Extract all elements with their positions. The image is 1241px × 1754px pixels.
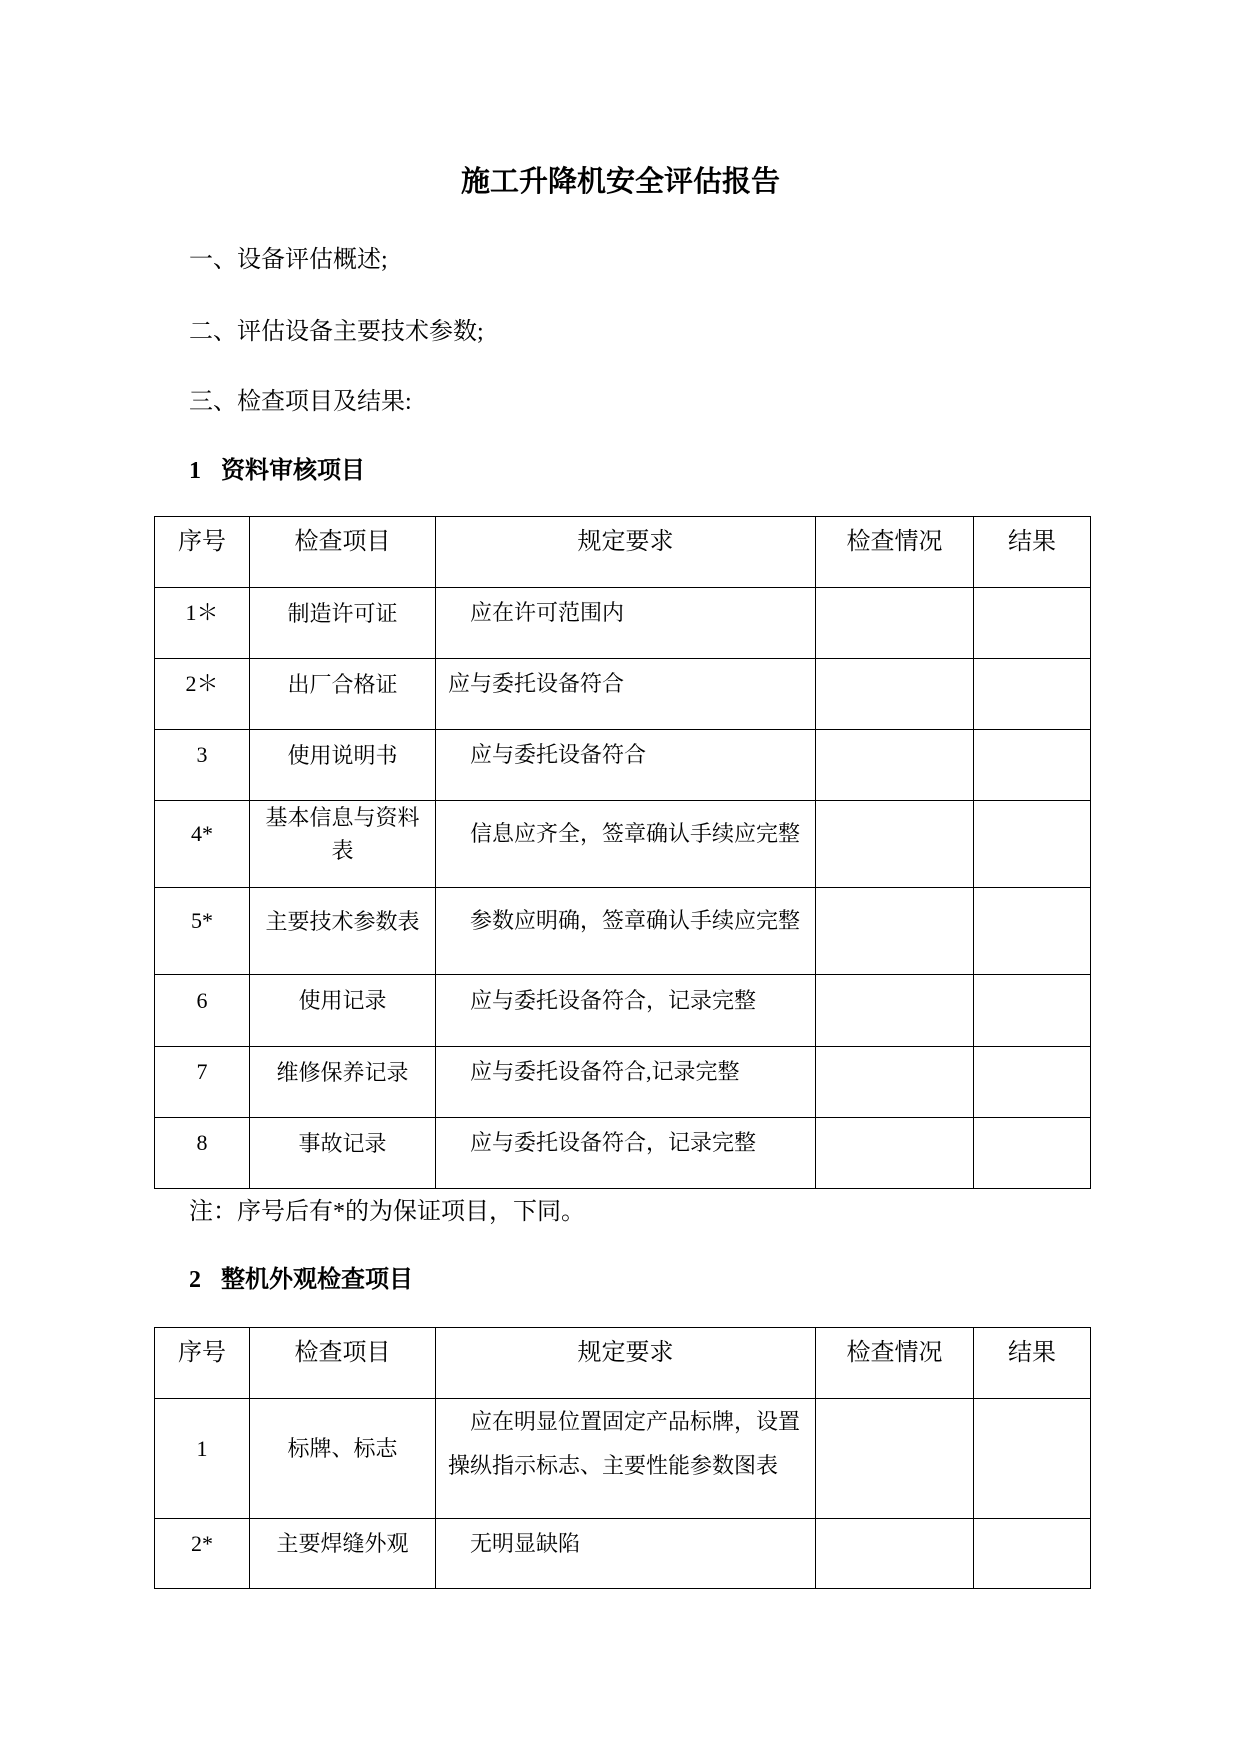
status-cell — [816, 1399, 974, 1519]
table-row — [155, 975, 1091, 1047]
requirement: 无明显缺陷 — [436, 1519, 816, 1589]
result-cell — [974, 730, 1091, 801]
table-row — [155, 588, 1091, 659]
row-number: 5* — [155, 888, 250, 975]
check-item — [250, 975, 436, 1047]
result-cell — [974, 975, 1091, 1047]
column-header-result: 结果 — [974, 1328, 1091, 1399]
check-item-text: 主要焊缝外观 — [276, 1531, 409, 1556]
requirement: 应在明显位置固定产品标牌，设置操纵指示标志、主要性能参数图表 — [436, 1399, 816, 1519]
check-item-text: 事故记录 — [298, 1130, 387, 1156]
table-row — [155, 1399, 1091, 1519]
check-item-text: 出厂合格证 — [287, 671, 398, 697]
row-number: 2＊ — [155, 659, 250, 730]
row-number: 1＊ — [155, 588, 250, 659]
result-cell — [974, 888, 1091, 975]
table-row — [155, 1118, 1091, 1189]
column-header-requirement: 规定要求 — [436, 517, 816, 588]
check-item — [250, 1118, 436, 1189]
table1-note: 注：序号后有*的为保证项目，下同。 — [189, 1199, 585, 1225]
column-header-status: 检查情况 — [816, 1328, 974, 1399]
result-cell — [974, 1519, 1091, 1589]
row-number: 2* — [155, 1519, 250, 1589]
table-row — [155, 888, 1091, 975]
table-header-row — [155, 517, 1091, 588]
row-number: 8 — [155, 1118, 250, 1189]
check-item-text: 主要技术参数表 — [265, 908, 420, 934]
check-item — [250, 801, 436, 888]
check-item-text: 使用说明书 — [287, 742, 398, 768]
check-item — [250, 1047, 436, 1118]
requirement: 应与委托设备符合,记录完整 — [436, 1047, 816, 1118]
section-overview: 一、设备评估概述; — [189, 247, 388, 273]
table1-heading-label: 资料审核项目 — [221, 458, 365, 484]
table-row — [155, 801, 1091, 888]
requirement: 应与委托设备符合，记录完整 — [436, 1118, 816, 1189]
table2-heading-number: 2 — [189, 1267, 201, 1293]
table-row — [155, 1519, 1091, 1589]
table2-heading-label: 整机外观检查项目 — [221, 1267, 413, 1293]
result-cell — [974, 1047, 1091, 1118]
status-cell — [816, 588, 974, 659]
section-parameters: 二、评估设备主要技术参数; — [189, 319, 484, 345]
status-cell — [816, 730, 974, 801]
requirement: 应在许可范围内 — [436, 588, 816, 659]
result-cell — [974, 659, 1091, 730]
requirement: 信息应齐全，签章确认手续应完整 — [436, 801, 816, 888]
appearance-inspection-table — [154, 1327, 1091, 1589]
check-item-text: 使用记录 — [298, 988, 387, 1013]
status-cell — [816, 801, 974, 888]
requirement: 应与委托设备符合 — [436, 659, 816, 730]
check-item — [250, 1399, 436, 1519]
check-item — [250, 730, 436, 801]
column-header-item: 检查项目 — [250, 517, 436, 588]
check-item-text: 维修保养记录 — [276, 1059, 409, 1085]
table2-heading — [189, 1264, 413, 1296]
check-item-text: 标牌、标志 — [287, 1436, 398, 1461]
result-cell — [974, 1118, 1091, 1189]
requirement: 应与委托设备符合 — [436, 730, 816, 801]
check-item — [250, 659, 436, 730]
table-header-row — [155, 1328, 1091, 1399]
table-row — [155, 1047, 1091, 1118]
status-cell — [816, 1519, 974, 1589]
section-inspection: 三、检查项目及结果: — [189, 389, 412, 415]
row-number: 1 — [155, 1399, 250, 1519]
check-item — [250, 588, 436, 659]
status-cell — [816, 1047, 974, 1118]
status-cell — [816, 888, 974, 975]
row-number: 4* — [155, 801, 250, 888]
table1-heading — [189, 455, 365, 487]
table-row — [155, 659, 1091, 730]
check-item-text: 制造许可证 — [287, 600, 398, 626]
requirement: 应与委托设备符合，记录完整 — [436, 975, 816, 1047]
column-header-item: 检查项目 — [250, 1328, 436, 1399]
table-row — [155, 730, 1091, 801]
column-header-number: 序号 — [155, 517, 250, 588]
result-cell — [974, 588, 1091, 659]
check-item — [250, 888, 436, 975]
check-item-text: 基本信息与资料表 — [265, 805, 420, 863]
column-header-status: 检查情况 — [816, 517, 974, 588]
requirement: 参数应明确，签章确认手续应完整 — [436, 888, 816, 975]
row-number: 6 — [155, 975, 250, 1047]
status-cell — [816, 1118, 974, 1189]
status-cell — [816, 975, 974, 1047]
row-number: 3 — [155, 730, 250, 801]
column-header-requirement: 规定要求 — [436, 1328, 816, 1399]
result-cell — [974, 801, 1091, 888]
table1-heading-number: 1 — [189, 458, 201, 484]
status-cell — [816, 659, 974, 730]
column-header-result: 结果 — [974, 517, 1091, 588]
row-number: 7 — [155, 1047, 250, 1118]
column-header-number: 序号 — [155, 1328, 250, 1399]
document-review-table — [154, 516, 1091, 1189]
check-item — [250, 1519, 436, 1589]
result-cell — [974, 1399, 1091, 1519]
document-title: 施工升降机安全评估报告 — [460, 166, 780, 198]
